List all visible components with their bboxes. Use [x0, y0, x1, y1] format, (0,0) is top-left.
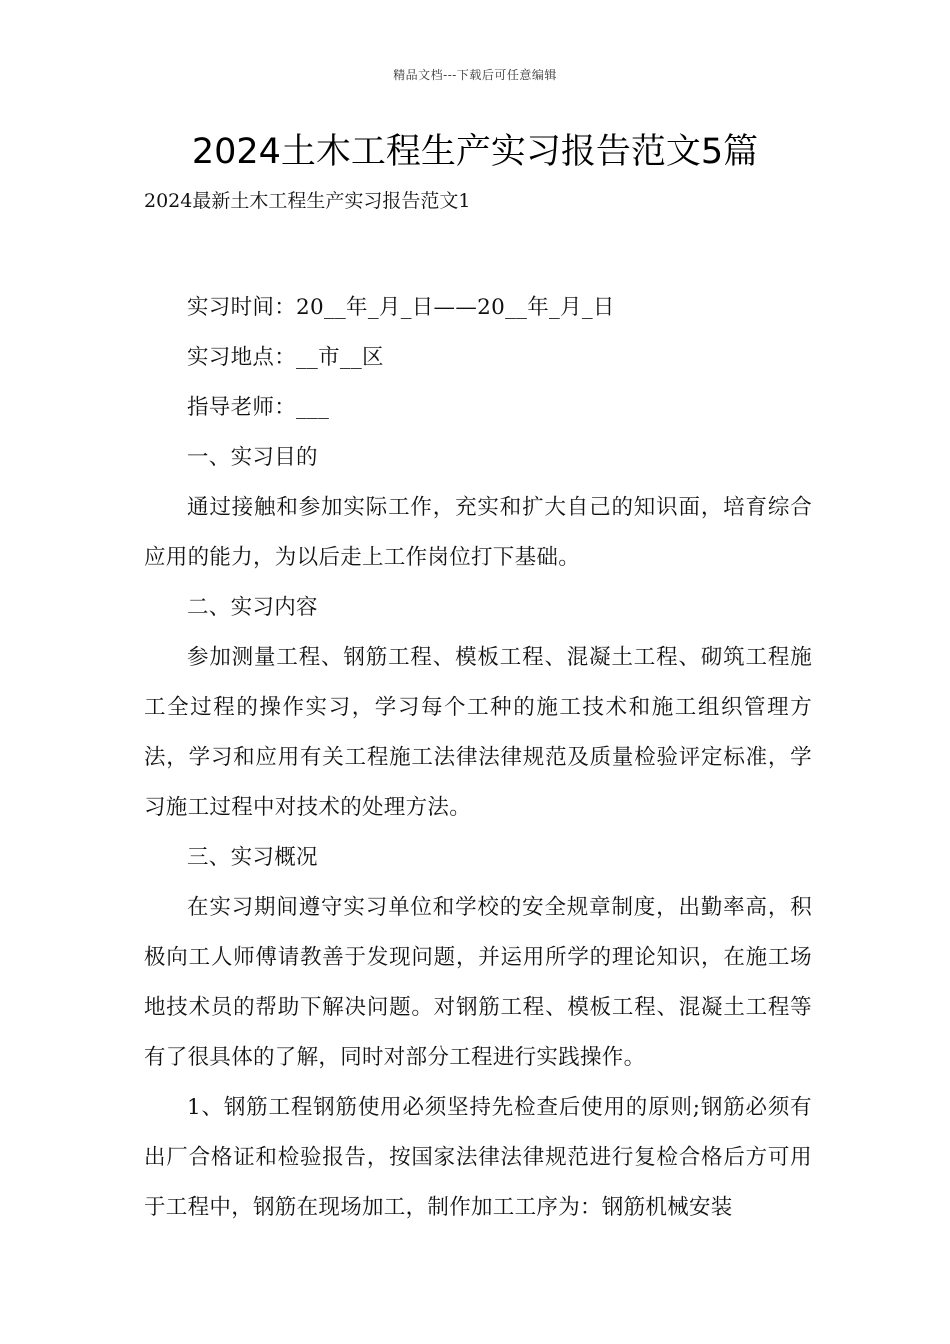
document-body — [144, 283, 812, 1233]
section-heading-purpose: 一、实习目的 — [187, 445, 318, 470]
document-title: 2024土木工程生产实习报告范文5篇 — [191, 132, 759, 172]
paragraph-overview: 在实习期间遵守实习单位和学校的安全规章制度，出勤率高，积极向工人师傅请教善于发现问题，并运用所学的理论知识，在施工场地技术员的帮助下解决问题。对钢筋工程、模板工程、混凝土工程等有了很具体的了解，同时对部分工程进行实践操作。 — [144, 895, 812, 1070]
paragraph-rebar-work: 1、钢筋工程钢筋使用必须坚持先检查后使用的原则;钢筋必须有出厂合格证和检验报告，按国家法律法律规范进行复检合格后方可用于工程中，钢筋在现场加工，制作加工工序为：钢筋机械安装 — [144, 1095, 812, 1220]
paragraph-content: 参加测量工程、钢筋工程、模板工程、混凝土工程、砌筑工程施工全过程的操作实习，学习每个工种的施工技术和施工组织管理方法，学习和应用有关工程施工法律法律规范及质量检验评定标准，学习施工过程中对技术的处理方法。 — [144, 645, 812, 820]
document-subtitle: 2024最新土木工程生产实习报告范文1 — [144, 190, 471, 212]
internship-time: 实习时间：20__年_月_日——20__年_月_日 — [187, 295, 615, 320]
paragraph-purpose: 通过接触和参加实际工作，充实和扩大自己的知识面，培育综合应用的能力，为以后走上工作岗位打下基础。 — [144, 495, 812, 570]
header-note: 精品文档---下载后可任意编辑 — [393, 68, 557, 82]
internship-location: 实习地点：__市__区 — [187, 345, 384, 370]
section-heading-content: 二、实习内容 — [187, 595, 318, 620]
supervisor: 指导老师：___ — [187, 395, 330, 420]
section-heading-overview: 三、实习概况 — [187, 845, 318, 870]
